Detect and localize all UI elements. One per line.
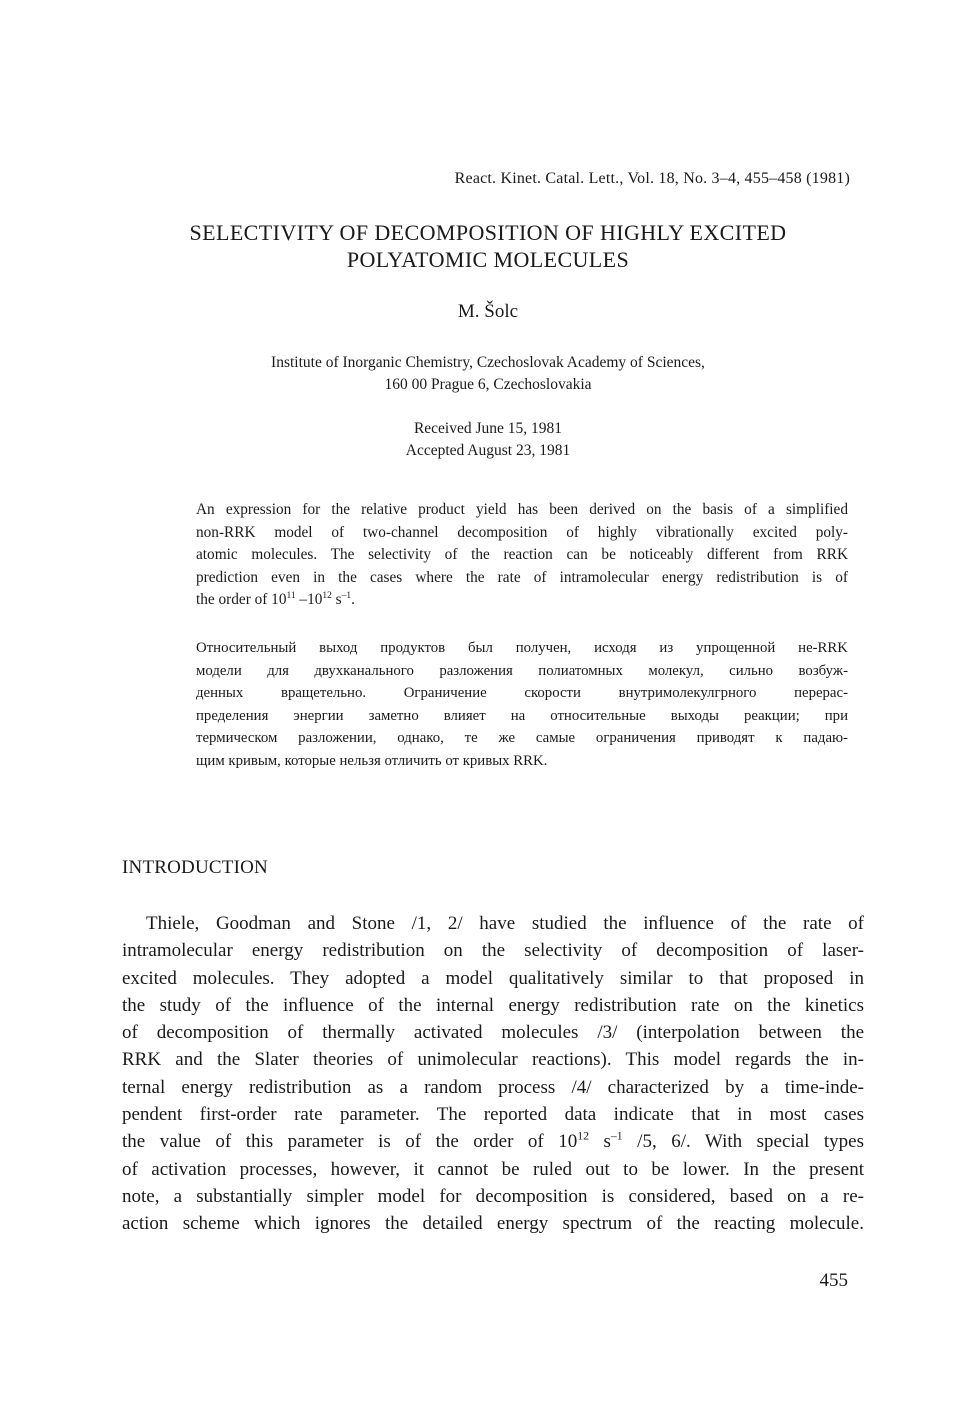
body-line: of decomposition of thermally activated molecules /3/ (interpolation between the (122, 1022, 864, 1044)
body-line (122, 1128, 864, 1155)
affiliation (0, 352, 976, 396)
paper-title (0, 219, 976, 273)
exponent: 12 (322, 590, 332, 601)
body-line: ternal energy redistribution as a random process /4/ characterized by a time-inde- (122, 1076, 864, 1098)
abstract-en-text: –10 (295, 591, 323, 608)
abstract-ru-line: щим кривым, которые нельзя отличить от кривых RRK. (196, 752, 548, 769)
body-line: Thiele, Goodman and Stone /1, 2/ have studied the influence of the rate of (146, 913, 864, 934)
body-line: the study of the influence of the internal energy redistribution rate on the kinetics (122, 994, 864, 1016)
exponent: 11 (286, 590, 296, 601)
body-line: excited molecules. They adopted a model qualitatively similar to that proposed in (122, 967, 864, 989)
body-line: intramolecular energy redistribution on the selectivity of decomposition of laser- (122, 940, 864, 962)
abstract-ru-line: пределения энергии заметно влияет на относительные выходы реакции; при (196, 707, 848, 724)
abstract-ru-line: денных вращетельно. Ограничение скорости внутримолекулгрного перерас- (196, 685, 848, 701)
exponent: –1 (341, 590, 352, 601)
affiliation-line-2: 160 00 Prague 6, Czechoslovakia (384, 376, 592, 393)
body-line: action scheme which ignores the detailed energy spectrum of the reacting molecule. (122, 1213, 864, 1235)
abstract-en-line-last (196, 589, 848, 612)
introduction-paragraph (122, 910, 864, 1238)
abstract-en-text: the order of 10 (196, 591, 287, 608)
body-line: of activation processes, however, it cannot be ruled out to be lower. In the present (122, 1158, 864, 1180)
abstract-en-text: . (351, 591, 355, 608)
abstract-en-text: s (331, 591, 342, 608)
abstract-en-line: prediction even in the cases where the rate of intramolecular energy redistribution is of (196, 568, 848, 586)
author-name: M. Šolc (457, 301, 519, 322)
page-number: 455 (819, 1270, 848, 1291)
abstract-en-line: non-RRK model of two-channel decomposition of highly vibrationally excited poly- (196, 523, 848, 541)
abstract-en-line: atomic molecules. The selectivity of the reaction can be noticeably different from RRK (196, 546, 848, 563)
title-line-1: SELECTIVITY OF DECOMPOSITION OF HIGHLY EXCITED (189, 220, 787, 245)
abstract-en-line: An expression for the relative product yield has been derived on the basis of a simplified (196, 501, 848, 518)
abstract-english (196, 499, 848, 612)
body-text: the value of this parameter is of the order of 10 (122, 1131, 578, 1153)
abstract-ru-line: термическом разложении, однако, те же самые ограничения приводят к падаю- (196, 730, 848, 746)
affiliation-line-1: Institute of Inorganic Chemistry, Czechoslovak Academy of Sciences, (271, 354, 705, 371)
received-dates (0, 418, 976, 462)
body-line: RRK and the Slater theories of unimolecular reactions). This model regards the in- (122, 1049, 864, 1071)
abstract-ru-line: модели для двухканального разложения полиатомных молекул, сильно возбуж- (196, 662, 848, 679)
body-text: /5, 6/. With special types (622, 1131, 864, 1153)
body-line: pendent first-order rate parameter. The reported data indicate that in most cases (122, 1104, 864, 1126)
body-line: note, a substantially simpler model for decomposition is considered, based on a re- (122, 1185, 864, 1207)
section-heading: INTRODUCTION (122, 857, 268, 878)
accepted-date: Accepted August 23, 1981 (405, 442, 571, 459)
abstract-russian (196, 637, 848, 772)
title-line-2: POLYATOMIC MOLECULES (346, 247, 630, 272)
exponent: 12 (577, 1130, 589, 1144)
received-date: Received June 15, 1981 (413, 420, 563, 437)
body-text: s (589, 1131, 611, 1153)
abstract-ru-line: Относительный выход продуктов был получен, исходя из упрощенной не-RRK (196, 640, 848, 656)
journal-reference: React. Kinet. Catal. Lett., Vol. 18, No. 3–4, 455–458 (1981) (454, 170, 850, 187)
exponent: –1 (610, 1130, 623, 1144)
